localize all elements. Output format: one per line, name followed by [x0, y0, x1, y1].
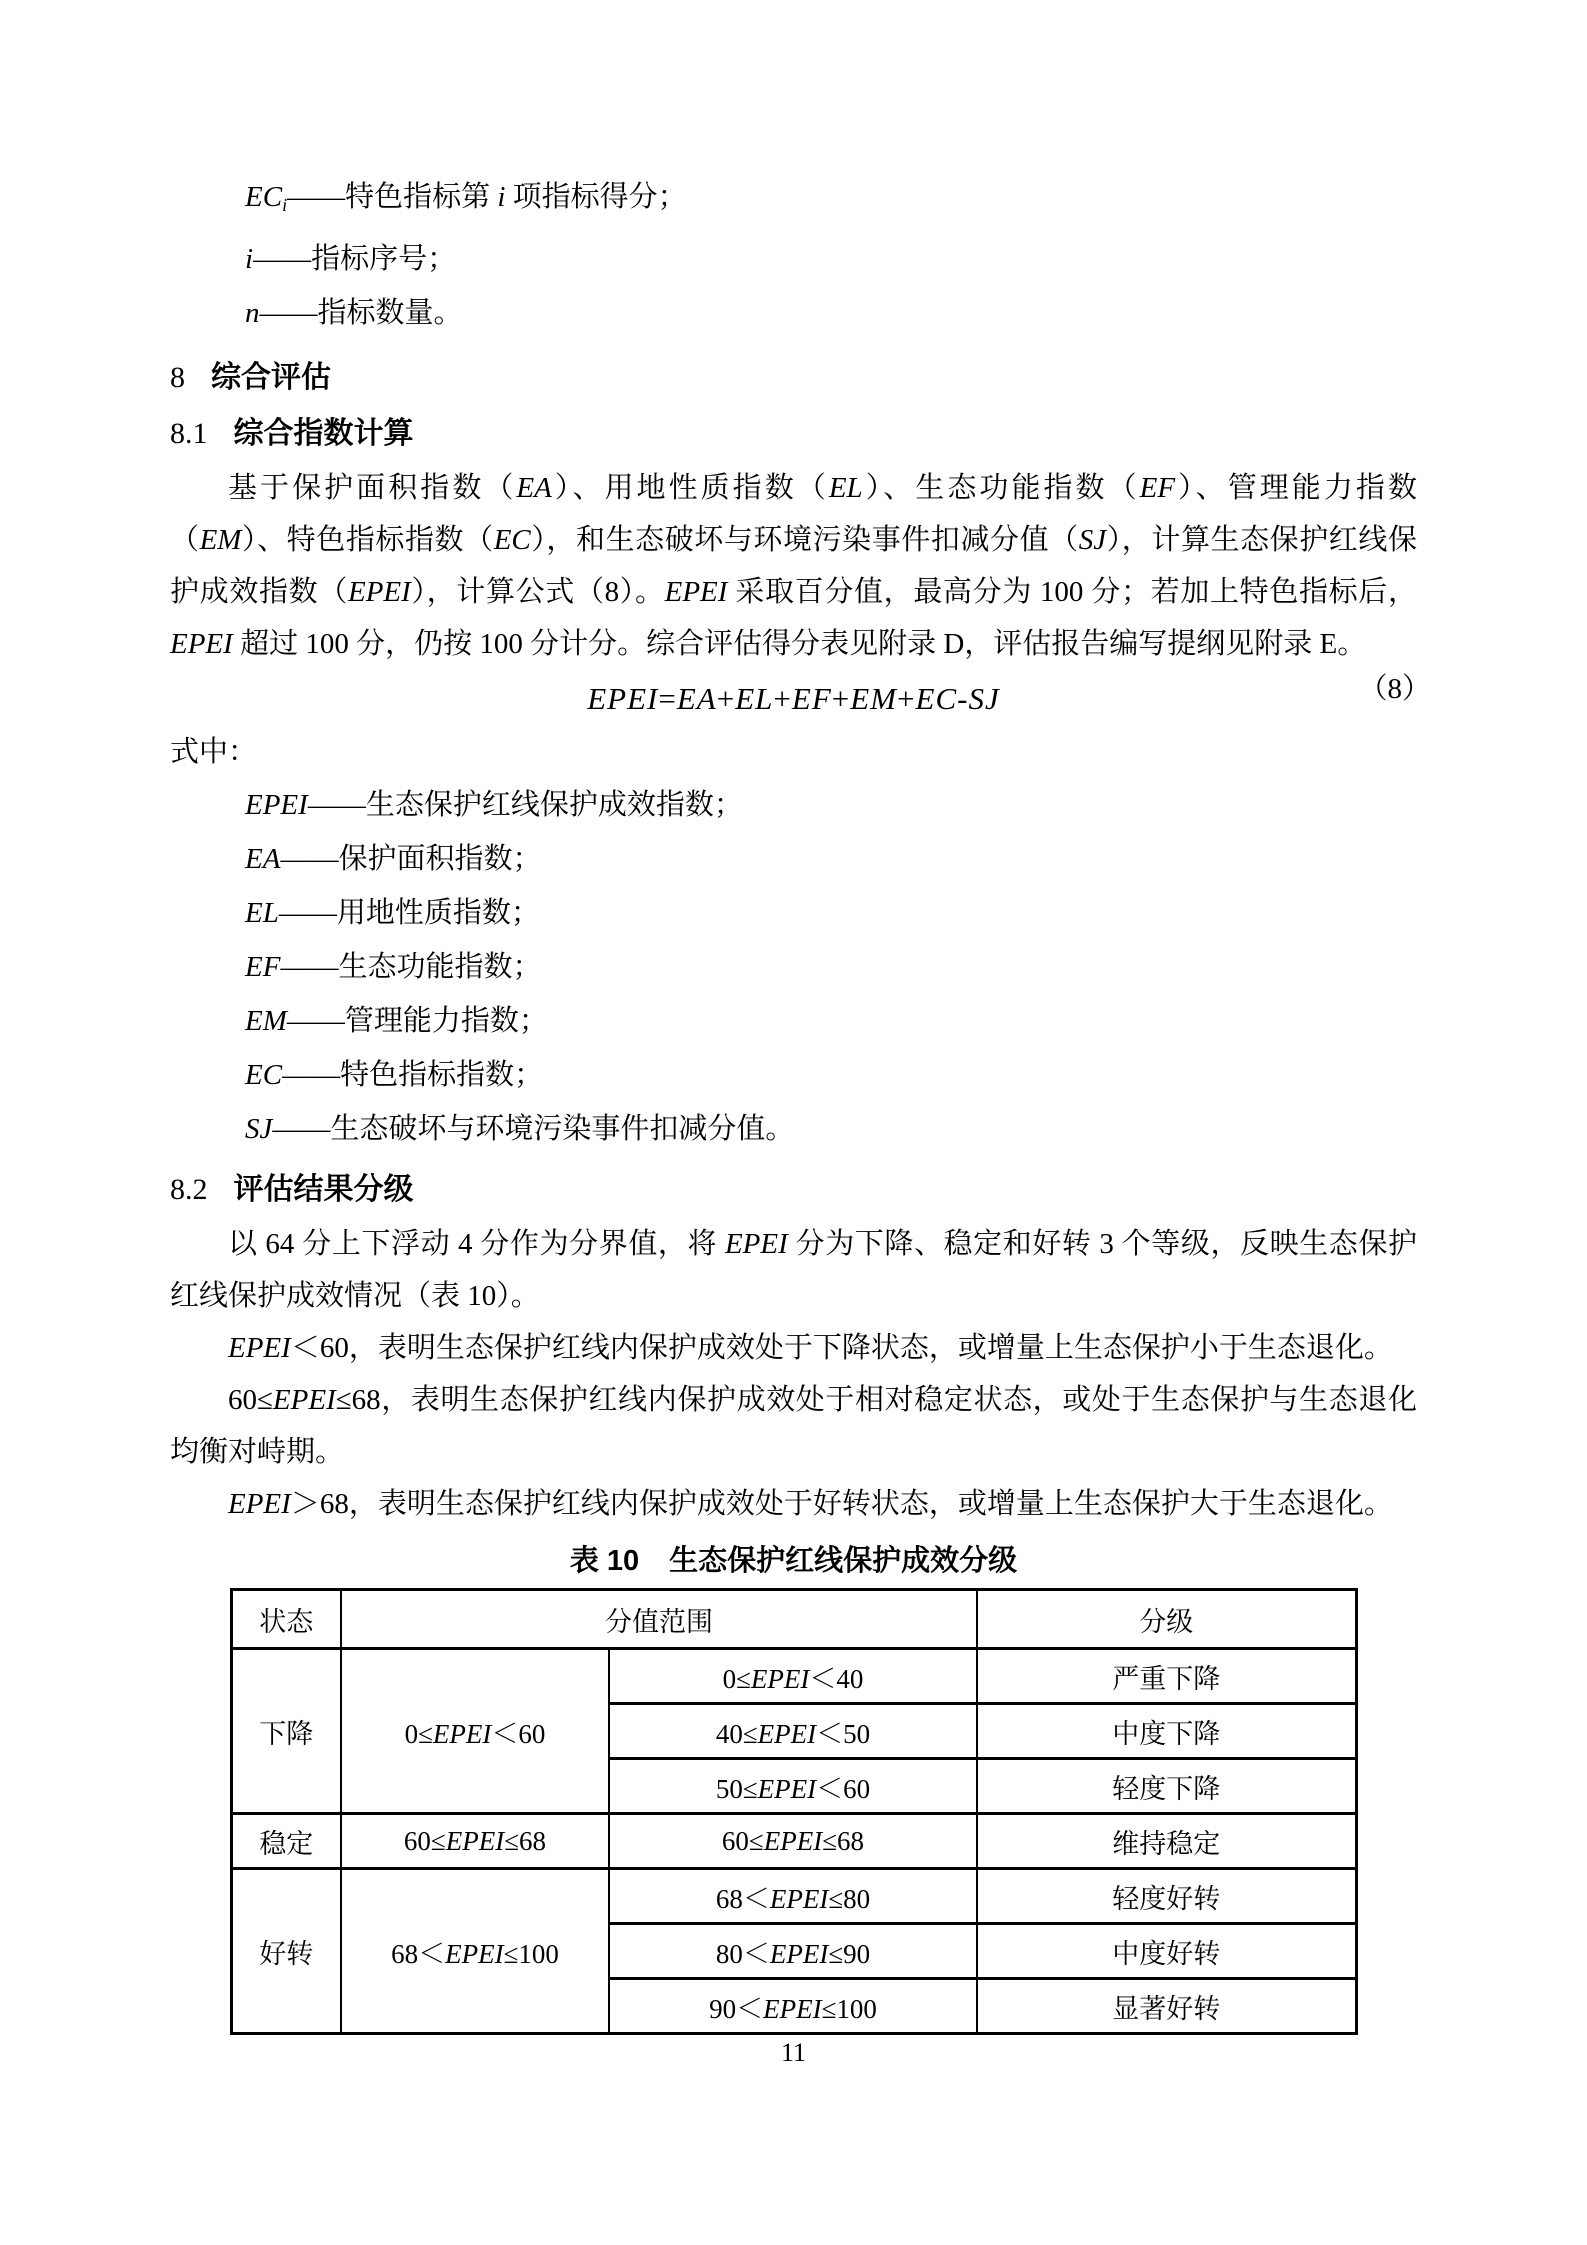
definition-item-epei: EPEI——生态保护红线保护成效指数； [245, 789, 743, 822]
section-8-2-intro-paragraph: 以 64 分上下浮动 4 分作为分界值，将 EPEI 分为下降、稳定和好转 3 个等级，反映生态保护红线保护成效情况（表 10）。 [170, 1228, 1417, 1313]
definition-item-em: EM——管理能力指数； [245, 1005, 548, 1038]
grade-cell: 严重下降 [977, 1649, 1356, 1704]
sub-range-cell: 80＜EPEI≤90 [609, 1924, 977, 1979]
section-8-2-number: 8.2 [170, 1173, 208, 1207]
section-8-1-title: 综合指数计算 [233, 417, 414, 451]
section-8-number: 8 [170, 361, 185, 395]
table-row [231, 1814, 1356, 1869]
grade-cell: 中度下降 [977, 1704, 1356, 1759]
grading-table [230, 1588, 1358, 2035]
sub-range-cell: 90＜EPEI≤100 [609, 1979, 977, 2034]
table-row [231, 1869, 1356, 1924]
definition-item-n: n——指标数量。 [245, 297, 463, 330]
paragraph-epei-below-60: EPEI＜60，表明生态保护红线内保护成效处于下降状态，或增量上生态保护小于生态退化。 [228, 1332, 1393, 1365]
sub-range-cell: 40≤EPEI＜50 [609, 1704, 977, 1759]
header-state: 状态 [231, 1590, 341, 1649]
section-8-heading [170, 356, 1417, 400]
range-cell-stable: 60≤EPEI≤68 [341, 1814, 609, 1869]
grade-cell: 维持稳定 [977, 1814, 1356, 1869]
table-10-caption [170, 1538, 1417, 1584]
state-cell-up: 好转 [231, 1869, 341, 2034]
table-header-row [231, 1590, 1356, 1649]
header-grade: 分级 [977, 1590, 1356, 1649]
range-cell-down: 0≤EPEI＜60 [341, 1649, 609, 1814]
sub-range-cell: 50≤EPEI＜60 [609, 1759, 977, 1814]
paragraph-epei-60-68: 60≤EPEI≤68，表明生态保护红线内保护成效处于相对稳定状态，或处于生态保护与生态退化均衡对峙期。 [170, 1384, 1417, 1469]
formula-row [170, 672, 1431, 726]
section-8-1-number: 8.1 [170, 417, 208, 451]
sub-range-cell: 68＜EPEI≤80 [609, 1869, 977, 1924]
section-8-1-heading [170, 412, 1417, 456]
symbol-definitions-formula [170, 778, 1417, 1156]
section-8-2-title: 评估结果分级 [233, 1173, 414, 1207]
state-cell-stable: 稳定 [231, 1814, 341, 1869]
formula-number-label: （8） [1358, 673, 1431, 706]
page-number: 11 [780, 2038, 807, 2067]
definition-item-eci: $EC_i——$特色指标第 i 项指标得分； [245, 181, 687, 216]
table-10-label: 表 10 [569, 1545, 640, 1578]
grade-cell: 中度好转 [977, 1924, 1356, 1979]
section-8-2-heading [170, 1168, 1417, 1212]
section-8-1-paragraph: 基于保护面积指数（EA）、用地性质指数（EL）、生态功能指数（EF）、管理能力指数（EM）、特色指标指数（EC），和生态破坏与环境污染事件扣减分值（SJ），计算生态保护红线保护成效指数（EPEI），计算公式（8）。EPEI 采取百分值，最高分为 100 分；若加上特色指标后，EPEI 超过 100 分，仍按 100 分计分。综合评估得分表见附录 D，评估报告编写提纲见附录 E。 [170, 472, 1417, 661]
state-cell-down: 下降 [231, 1649, 341, 1814]
symbol-definitions-top [170, 170, 1417, 340]
where-label: 式中： [170, 736, 258, 769]
definition-item-ec: EC——特色指标指数； [245, 1059, 544, 1092]
grade-cell: 显著好转 [977, 1979, 1356, 2034]
range-cell-up: 68＜EPEI≤100 [341, 1869, 609, 2034]
definition-item-sj: SJ——生态破坏与环境污染事件扣减分值。 [245, 1113, 795, 1146]
epei-formula: EPEI=EA+EL+EF+EM+EC-SJ [587, 681, 1000, 717]
sub-range-cell: 60≤EPEI≤68 [609, 1814, 977, 1869]
definition-item-ef: EF——生态功能指数； [245, 951, 542, 984]
definition-item-i: i——指标序号； [245, 243, 457, 276]
definition-item-ea: EA——保护面积指数； [245, 843, 542, 876]
sub-range-cell: 0≤EPEI＜40 [609, 1649, 977, 1704]
table-10-title: 生态保护红线保护成效分级 [669, 1545, 1018, 1578]
grade-cell: 轻度下降 [977, 1759, 1356, 1814]
section-8-title: 综合评估 [211, 361, 331, 395]
header-score-range: 分值范围 [341, 1590, 977, 1649]
definition-item-el: EL——用地性质指数； [245, 897, 540, 930]
paragraph-epei-above-68: EPEI＞68，表明生态保护红线内保护成效处于好转状态，或增量上生态保护大于生态退化。 [228, 1488, 1393, 1521]
grade-cell: 轻度好转 [977, 1869, 1356, 1924]
table-row [231, 1649, 1356, 1704]
